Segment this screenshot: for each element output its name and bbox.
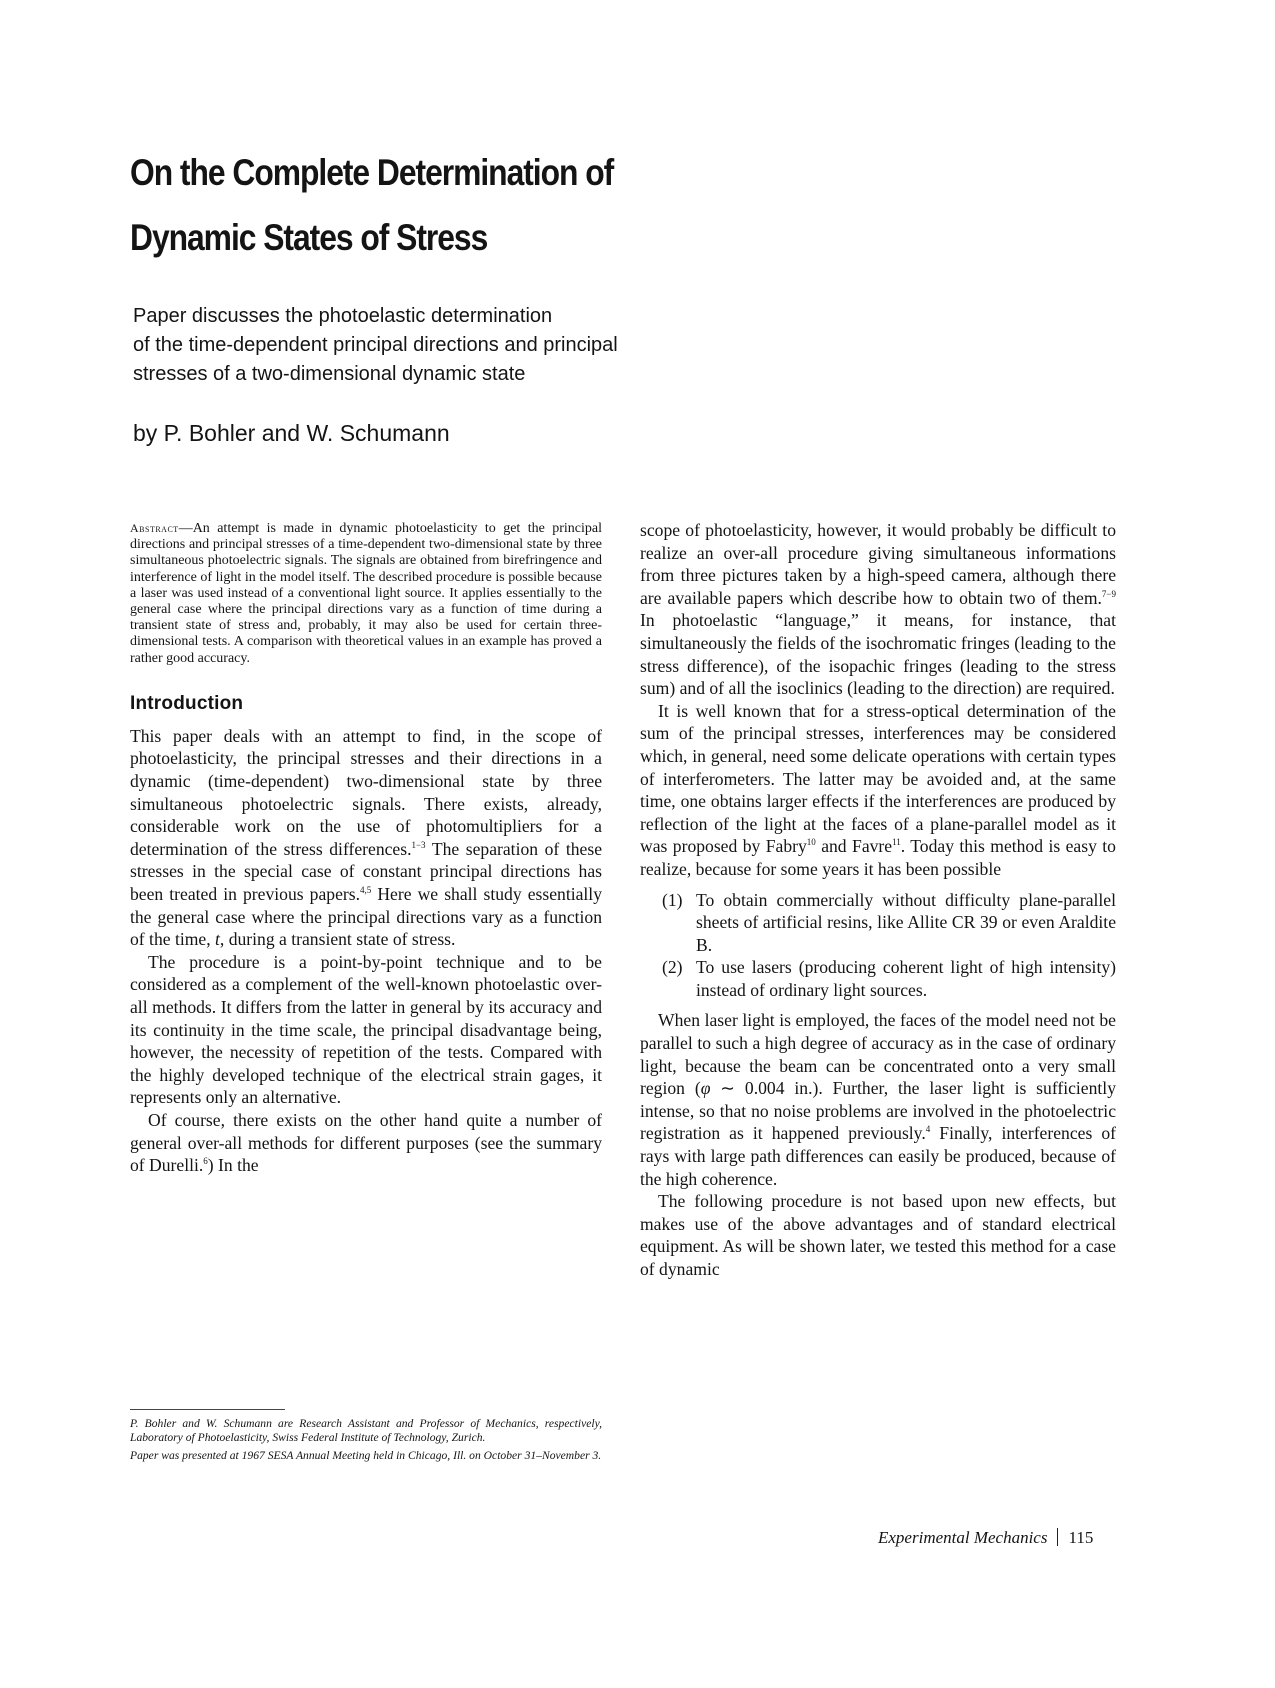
- right-p1-text-b: In photoelastic “language,” it means, for instance, that simultaneously the fields of the isochromatic fringes (leading to the stress difference), of the isopachic fringes (leading to the stress sum) and of all the isoclinics (leading to the direction) are required.: [640, 610, 1116, 699]
- right-paragraph-4: The following procedure is not based upon new effects, but makes use of the above advantages and of standard electrical equipment. As will be shown later, we tested this method for a case of dynamic: [640, 1191, 1116, 1279]
- intro-p1-text-d: , during a transient state of stress.: [219, 929, 456, 950]
- ref-marker: 6: [203, 1156, 208, 1167]
- footnote-divider: [130, 1409, 285, 1410]
- paper-title: [130, 140, 818, 270]
- subtitle-line-2: of the time-dependent principal directions and principal: [133, 334, 618, 356]
- title-line-2: Dynamic States of Stress: [130, 217, 488, 258]
- phi-symbol: φ: [700, 1078, 711, 1099]
- intro-paragraph-2: The procedure is a point-by-point technique and to be considered as a complement of the well-known photoelastic over-all methods. It differs from the latter in general by its accuracy and its continuity in the time scale, the principal disadvantage being, however, the necessity of repetition of the tests. Compared with the highly developed technique of the electrical strain gages, it represents only an alternative.: [130, 951, 602, 1108]
- page-footer: [878, 1528, 1093, 1548]
- footnotes: [130, 1417, 602, 1468]
- right-p2-text-b: and Favre: [815, 836, 893, 857]
- abstract-dash: —: [178, 521, 193, 536]
- paper-subtitle: [133, 302, 833, 389]
- intro-p1-text-c: Here we shall study essentially the general case where the principal directions vary as a function of the time,: [130, 883, 602, 950]
- right-p1-text-a: scope of photoelasticity, however, it would probably be difficult to realize an over-all procedure giving simultaneous informations from three pictures taken by a high-speed camera, although there are available papers which describe how to obtain two of them.: [640, 520, 1116, 608]
- intro-p3-text-b: ) In the: [207, 1155, 259, 1176]
- intro-p3-text-a: Of course, there exists on the other hand quite a number of general over-all methods for different purposes (see the summary of Durelli.: [130, 1109, 602, 1176]
- list-item: [640, 889, 1116, 957]
- intro-paragraph-1: [130, 725, 602, 951]
- right-paragraph-3: [640, 1009, 1116, 1190]
- page-number: 115: [1068, 1528, 1094, 1547]
- ref-marker: 1−3: [411, 839, 426, 850]
- ref-marker: 11: [892, 837, 901, 848]
- subtitle-line-1: Paper discusses the photoelastic determination: [133, 305, 553, 327]
- list-item: [640, 956, 1116, 1001]
- list-item-number: (2): [662, 957, 683, 978]
- left-column: [130, 520, 602, 1177]
- right-p3-text-b: ∼ 0.004 in.). Further, the laser light is sufficiently intense, so that no noise problems are involved in the photoelectric registration as it happened previously.: [640, 1078, 1116, 1144]
- right-p3-text-a: When laser light is employed, the faces of the model need not be parallel to such a high degree of accuracy as in the case of ordinary light, because the beam can be concentrated onto a very small region (: [640, 1010, 1116, 1099]
- list-item-text: To use lasers (producing coherent light of high intensity) instead of ordinary light sources.: [696, 957, 1116, 1000]
- journal-name: Experimental Mechanics: [878, 1528, 1048, 1547]
- ref-marker: 10: [806, 837, 816, 848]
- list-item-number: (1): [662, 889, 683, 910]
- right-paragraph-2: [640, 700, 1116, 881]
- intro-paragraph-3: [130, 1109, 602, 1177]
- right-p2-text-a: It is well known that for a stress-optical determination of the sum of the principal stresses, interferences may be considered which, in general, need some delicate operations with certain types of interferometers. The latter may be avoided and, at the same time, one obtains larger effects if the interferences are produced by reflection of the light at the faces of a plane-parallel model as it was proposed by Fabry: [640, 700, 1116, 857]
- footer-separator: [1057, 1528, 1058, 1546]
- list-item-text: To obtain commercially without difficulty plane-parallel sheets of artificial resins, like Allite CR 39 or even Araldite B.: [696, 889, 1116, 955]
- abstract-label: Abstract: [130, 521, 179, 535]
- subtitle-line-3: stresses of a two-dimensional dynamic state: [133, 363, 526, 385]
- right-p3-text-c: Finally, interferences of rays with large path differences can easily be produced, because of the high coherence.: [640, 1123, 1117, 1189]
- footnote-authors: P. Bohler and W. Schumann are Research Assistant and Professor of Mechanics, respectively, Laboratory of Photoelasticity, Swiss Federal Institute of Technology, Zurich.: [130, 1417, 602, 1444]
- intro-p1-text-b: The separation of these stresses in the special case of constant principal directions has been treated in previous papers.: [130, 838, 602, 904]
- footnote-presentation: Paper was presented at 1967 SESA Annual Meeting held in Chicago, Ill. on October 31–November 3.: [130, 1449, 602, 1463]
- numbered-list: [640, 889, 1116, 1002]
- time-variable: t: [215, 929, 220, 950]
- ref-marker: 4,5: [360, 885, 372, 896]
- intro-p1-text-a: This paper deals with an attempt to find, in the scope of photoelasticity, the principal stresses and their directions in a dynamic (time-dependent) two-dimensional state by three simultaneous photoelectric signals. There exists, already, considerable work on the use of photomultipliers for a determination of the stress differences.: [130, 725, 602, 859]
- abstract: [130, 520, 602, 667]
- right-paragraph-1: [640, 519, 1116, 700]
- introduction-heading: Introduction: [130, 692, 244, 714]
- ref-marker: 4: [925, 1124, 931, 1135]
- title-line-1: On the Complete Determination of: [130, 152, 614, 193]
- abstract-text: An attempt is made in dynamic photoelasticity to get the principal directions and principal stresses of a time-dependent two-dimensional state by three simultaneous photoelectric signals. The signals are obtained from birefringence and interference of light in the model itself. The described procedure is possible because a laser was used instead of a conventional light source. It applies essentially to the general case where the principal directions vary as a function of time during a transient state of stress and, probably, it may also be used for certain three-dimensional tests. A comparison with theoretical values in an example has proved a rather good accuracy.: [130, 521, 602, 666]
- right-column: [640, 519, 1116, 1281]
- right-p2-text-c: . Today this method is easy to realize, because for some years it has been possible: [640, 836, 1116, 879]
- ref-marker: 7−9: [1101, 588, 1116, 599]
- author-byline: by P. Bohler and W. Schumann: [133, 420, 450, 446]
